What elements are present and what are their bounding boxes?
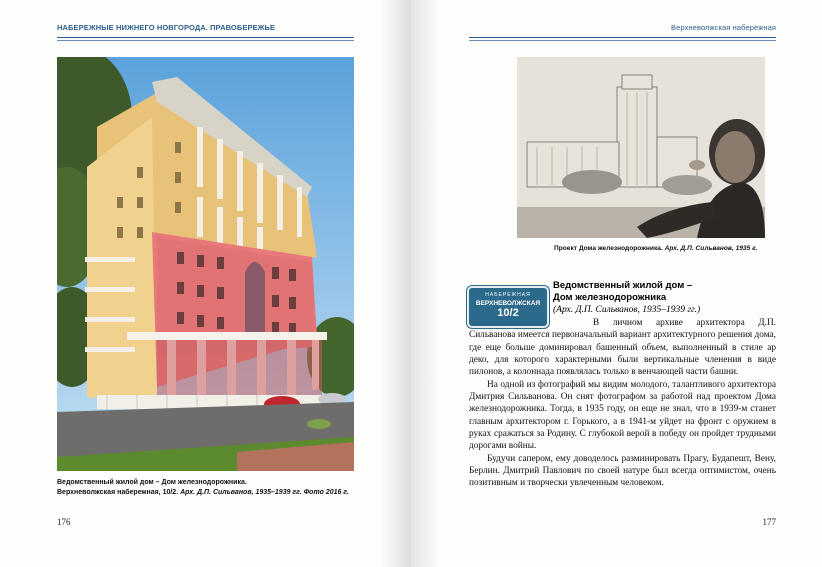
header-rule	[469, 37, 776, 38]
photo-caption-right	[554, 244, 814, 254]
sign-line3: 10/2	[497, 307, 519, 319]
gutter-shadow	[381, 0, 411, 567]
caption-credit: Арх. Д.П. Сильванов, 1935 г.	[664, 245, 758, 252]
right-page	[411, 0, 822, 567]
sign-line2: ВЕРХНЕВОЛЖСКАЯ	[475, 300, 541, 307]
photo-caption-left	[57, 478, 357, 498]
running-header-left: НАБЕРЕЖНЫЕ НИЖНЕГО НОВГОРОДА. ПРАВОБЕРЕЖЬЕ	[57, 23, 276, 32]
building-photo	[57, 57, 354, 471]
page-number-left: 176	[57, 517, 71, 527]
caption-credit: Арх. Д.П. Сильванов, 1935–1939 гг. Фото 2016 г.	[180, 489, 349, 496]
subtitle: (Арх. Д.П. Сильванов, 1935–1939 гг.)	[553, 305, 701, 315]
title-line2: Дом железнодорожника	[553, 292, 667, 303]
sign-line1: НАБЕРЕЖНАЯ	[485, 292, 531, 298]
page-number-right: 177	[762, 517, 776, 527]
caption-title: Проект Дома железнодорожника.	[554, 245, 663, 252]
header-rule	[57, 37, 354, 38]
architect-photo	[517, 57, 765, 238]
caption-line2	[57, 488, 357, 498]
title-line1: Ведомственный жилой дом –	[553, 280, 693, 291]
paragraph-3: Будучи сапером, ему доводелось разминировать Прагу, Будапешт, Вену, Берлин. Дмитрий Павлович по своей натуре был всегда оптимистом, очень позитивным и творчески увлеченным человеком.	[469, 453, 776, 489]
body-text	[469, 317, 776, 490]
section-title	[553, 280, 803, 316]
paragraph-1: В личном архиве архитектора Д.П. Сильванова имеется первоначальный вариант архитектурного решения дома, где еще больше доминировал башенный объем, выполненный в стиле ар деко, для которого характерными были вертикальные членения в виде пилонов, а колоннада появлялась только в венчающей части башни.	[469, 318, 776, 378]
gutter-shadow	[411, 0, 441, 567]
running-header-right: Верхневолжская набережная	[671, 23, 776, 32]
caption-line1: Ведомственный жилой дом – Дом железнодорожника.	[57, 479, 247, 486]
caption-address: Верхневолжская набережная, 10/2.	[57, 489, 179, 496]
header-rule-thin	[469, 40, 776, 41]
header-rule-thin	[57, 40, 354, 41]
paragraph-2: На одной из фотографий мы видим молодого, талантливого архитектора Дмитрия Сильванова. Он снят фотографом за работой над проектом Дома железнодорожника. Тогда, в 1935 году, он еще не знал, что в 1939-м станет главным архитектором г. Горького, а в 1941-м уйдет на фронт с оружием в руках сражаться за Родину. С глубокой верой в победу он пройдет трудными дорогами войны.	[469, 379, 776, 452]
